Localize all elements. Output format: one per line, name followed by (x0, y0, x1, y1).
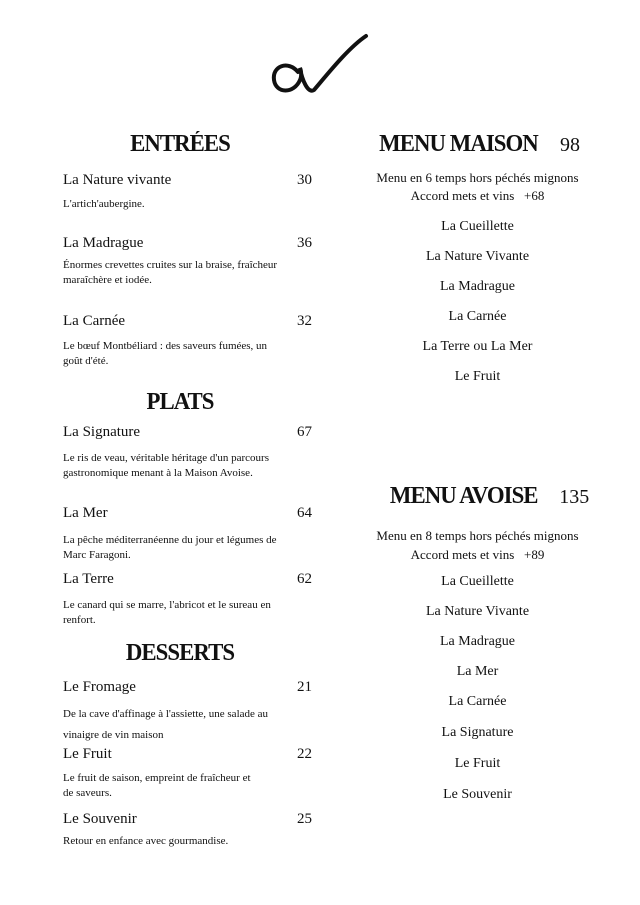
dish-price: 22 (297, 746, 312, 762)
dish-name: La Mer (63, 505, 108, 521)
menu-course: La Madrague (439, 279, 516, 294)
dish-description: L'artich'aubergine. (63, 198, 145, 210)
menu-avoise-header (350, 483, 625, 510)
dish-name: La Signature (63, 424, 141, 440)
menu-title: MENU MAISON (379, 131, 538, 157)
menu-course: La Cueillette (441, 219, 514, 234)
menu-subtitle: Menu en 8 temps hors péchés mignons (376, 528, 579, 543)
dish-price: 62 (297, 571, 312, 587)
dish-description: Le fruit de saison, empreint de fraîcheur et de saveurs. (63, 772, 251, 799)
menu-course: Le Souvenir (443, 787, 512, 802)
dish-name: La Terre (63, 571, 114, 587)
menu-course: La Nature Vivante (425, 604, 530, 619)
menu-course: La Carnée (448, 694, 507, 709)
menu-price: 98 (560, 134, 580, 156)
dish-name: La Carnée (63, 313, 126, 329)
dish-price: 36 (297, 235, 312, 251)
dish-description: Le ris de veau, véritable héritage d'un parcours gastronomique menant à la Maison Avoise. (63, 452, 270, 479)
section-title-entrees: ENTRÉES (130, 131, 230, 157)
menu-price: 135 (559, 486, 590, 508)
menu-course: Le Fruit (454, 369, 501, 384)
signature-logo-icon (268, 32, 372, 98)
section-title-desserts: DESSERTS (125, 640, 235, 666)
menu-course: Le Fruit (454, 756, 501, 771)
dish-price: 25 (297, 811, 312, 827)
dish-price: 67 (297, 424, 312, 440)
menu-course: La Mer (456, 664, 499, 679)
menu-course: La Carnée (448, 309, 507, 324)
dish-description: La pêche méditerranéenne du jour et légumes de Marc Faragoni. (63, 534, 277, 561)
menu-course: La Signature (441, 725, 514, 740)
dish-price: 21 (297, 679, 312, 695)
menu-maison-header (340, 131, 615, 158)
dish-description: Le bœuf Montbéliard : des saveurs fumées, un goût d'été. (63, 340, 268, 367)
dish-description: Retour en enfance avec gourmandise. (63, 835, 229, 847)
menu-title: MENU AVOISE (389, 483, 538, 509)
menu-pairing (340, 188, 615, 204)
menu-course: La Madrague (439, 634, 516, 649)
pairing-price: +68 (524, 188, 545, 203)
dish-price: 30 (297, 172, 312, 188)
dish-name: Le Fruit (63, 746, 112, 762)
dish-description: Énormes crevettes cruites sur la braise, fraîcheur maraîchère et iodée. (63, 259, 278, 286)
menu-course: La Nature Vivante (425, 249, 530, 264)
menu-course: La Cueillette (441, 574, 514, 589)
menu-pairing (340, 547, 615, 563)
dish-description: Le canard qui se marre, l'abricot et le sureau en renfort. (63, 599, 271, 626)
pairing-label: Accord mets et vins (410, 547, 515, 562)
dish-price: 32 (297, 313, 312, 329)
pairing-label: Accord mets et vins (410, 188, 515, 203)
dish-price: 64 (297, 505, 312, 521)
dish-name: La Nature vivante (63, 172, 172, 188)
section-title-plats: PLATS (146, 389, 214, 415)
menu-subtitle: Menu en 6 temps hors péchés mignons (376, 170, 579, 185)
menu-course: La Terre ou La Mer (422, 339, 533, 354)
dish-name: Le Souvenir (63, 811, 137, 827)
pairing-price: +89 (524, 547, 545, 562)
dish-name: Le Fromage (63, 679, 136, 695)
dish-name: La Madrague (63, 235, 144, 251)
dish-description: De la cave d'affinage à l'assiette, une salade au vinaigre de vin maison (63, 708, 269, 741)
